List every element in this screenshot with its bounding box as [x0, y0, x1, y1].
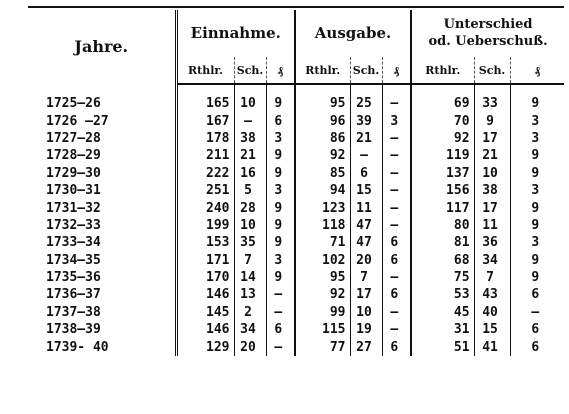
cell-expense-pf: 3 — [382, 112, 411, 129]
cell-years: 1738—39 — [28, 321, 176, 338]
cell-years: 1731—32 — [28, 199, 176, 216]
cell-income-sch: 20 — [234, 338, 266, 355]
cell-difference-rthlr: 156 — [411, 182, 474, 199]
cell-years: 1726 —27 — [28, 112, 176, 129]
cell-expense-sch: 6 — [350, 165, 382, 182]
cell-expense-sch: 10 — [350, 304, 382, 321]
cell-expense-pf: — — [382, 147, 411, 164]
cell-income-rthlr: 129 — [176, 338, 234, 355]
cell-years: 1728—29 — [28, 147, 176, 164]
cell-income-sch: 7 — [234, 252, 266, 269]
cell-difference-rthlr: 117 — [411, 199, 474, 216]
cell-expense-sch: 25 — [350, 95, 382, 112]
cell-income-rthlr: 170 — [176, 269, 234, 286]
cell-expense-rthlr: 95 — [295, 95, 350, 112]
header-difference-line2: od. Ueberschuß. — [428, 33, 548, 49]
cell-income-sch: 10 — [234, 95, 266, 112]
cell-difference-pf: 3 — [531, 130, 540, 146]
cell-expense-sch: 39 — [350, 112, 382, 129]
cell-income-sch: 21 — [234, 147, 266, 164]
cell-income-pf: 9 — [266, 147, 295, 164]
unit-expense-rthlr: Rthlr. — [295, 57, 350, 84]
table-row — [28, 112, 564, 129]
cell-expense-rthlr: 94 — [295, 182, 350, 199]
cell-expense-rthlr: 115 — [295, 321, 350, 338]
spacer-row — [28, 84, 564, 95]
cell-years: 1736—37 — [28, 286, 176, 303]
cell-expense-rthlr: 123 — [295, 199, 350, 216]
cell-income-pf: 9 — [266, 95, 295, 112]
table-row — [28, 338, 564, 355]
cell-expense-sch: 47 — [350, 217, 382, 234]
unit-expense-sch: Sch. — [350, 57, 382, 84]
cell-income-rthlr: 178 — [176, 130, 234, 147]
cell-income-sch: 38 — [234, 130, 266, 147]
cell-years: 1739- 40 — [28, 338, 176, 355]
unit-diff-pf: ₰ — [510, 57, 564, 84]
cell-difference-pf: 3 — [531, 183, 540, 199]
cell-income-pf: 9 — [266, 234, 295, 251]
cell-difference-sch: 41 — [474, 338, 510, 355]
cell-expense-pf: — — [382, 269, 411, 286]
cell-income-pf: — — [266, 304, 295, 321]
cell-income-rthlr: 153 — [176, 234, 234, 251]
cell-income-rthlr: 222 — [176, 165, 234, 182]
cell-difference-pf: 3 — [531, 235, 540, 251]
ledger-table — [28, 10, 564, 356]
cell-expense-pf: — — [382, 199, 411, 216]
cell-income-pf: 6 — [266, 321, 295, 338]
top-rule — [28, 6, 564, 8]
cell-expense-sch: — — [350, 147, 382, 164]
cell-income-sch: 34 — [234, 321, 266, 338]
cell-expense-sch: 19 — [350, 321, 382, 338]
cell-difference-sch: 33 — [474, 95, 510, 112]
cell-expense-rthlr: 77 — [295, 338, 350, 355]
header-years: Jahre. — [28, 10, 176, 84]
table-row — [28, 165, 564, 182]
cell-expense-sch: 21 — [350, 130, 382, 147]
cell-income-sch: 2 — [234, 304, 266, 321]
cell-income-sch: 28 — [234, 199, 266, 216]
cell-expense-rthlr: 118 — [295, 217, 350, 234]
cell-difference-pf: 6 — [531, 339, 540, 355]
cell-income-sch: 35 — [234, 234, 266, 251]
table-row — [28, 130, 564, 147]
cell-difference-sch: 7 — [474, 269, 510, 286]
cell-expense-sch: 27 — [350, 338, 382, 355]
cell-income-sch: 13 — [234, 286, 266, 303]
cell-income-pf: 3 — [266, 130, 295, 147]
cell-income-pf: 9 — [266, 269, 295, 286]
cell-difference-rthlr: 80 — [411, 217, 474, 234]
cell-expense-rthlr: 92 — [295, 147, 350, 164]
unit-diff-rthlr: Rthlr. — [411, 57, 474, 84]
table-row — [28, 304, 564, 321]
cell-difference-pf: 6 — [531, 322, 540, 338]
cell-difference-rthlr: 70 — [411, 112, 474, 129]
cell-expense-rthlr: 85 — [295, 165, 350, 182]
cell-difference-pf: 3 — [531, 113, 540, 129]
cell-difference-rthlr: 81 — [411, 234, 474, 251]
cell-difference-sch: 36 — [474, 234, 510, 251]
cell-expense-pf: — — [382, 182, 411, 199]
cell-income-pf: 9 — [266, 199, 295, 216]
cell-income-pf: 3 — [266, 252, 295, 269]
cell-years: 1737—38 — [28, 304, 176, 321]
cell-income-rthlr: 211 — [176, 147, 234, 164]
cell-years: 1735—36 — [28, 269, 176, 286]
cell-difference-sch: 21 — [474, 147, 510, 164]
ledger-body — [28, 84, 564, 356]
cell-years: 1725—26 — [28, 95, 176, 112]
cell-income-sch: 10 — [234, 217, 266, 234]
unit-income-rthlr: Rthlr. — [176, 57, 234, 84]
cell-income-rthlr: 199 — [176, 217, 234, 234]
cell-expense-sch: 15 — [350, 182, 382, 199]
cell-expense-rthlr: 99 — [295, 304, 350, 321]
cell-difference-rthlr: 92 — [411, 130, 474, 147]
cell-income-pf: — — [266, 286, 295, 303]
cell-income-sch: 16 — [234, 165, 266, 182]
cell-difference-rthlr: 137 — [411, 165, 474, 182]
cell-income-rthlr: 146 — [176, 321, 234, 338]
table-row — [28, 321, 564, 338]
cell-difference-rthlr: 119 — [411, 147, 474, 164]
table-row — [28, 234, 564, 251]
table-row — [28, 147, 564, 164]
cell-years: 1733—34 — [28, 234, 176, 251]
cell-difference-sch: 11 — [474, 217, 510, 234]
cell-expense-pf: — — [382, 130, 411, 147]
cell-income-pf: 3 — [266, 182, 295, 199]
cell-income-pf: 9 — [266, 165, 295, 182]
cell-difference-pf: 9 — [531, 148, 540, 164]
cell-expense-pf: — — [382, 304, 411, 321]
cell-expense-sch: 11 — [350, 199, 382, 216]
cell-income-pf: 6 — [266, 112, 295, 129]
table-row — [28, 217, 564, 234]
cell-difference-pf: 6 — [531, 287, 540, 303]
cell-income-rthlr: 165 — [176, 95, 234, 112]
cell-income-sch: 5 — [234, 182, 266, 199]
cell-expense-pf: 6 — [382, 286, 411, 303]
header-income: Einnahme. — [176, 10, 295, 57]
cell-difference-sch: 17 — [474, 130, 510, 147]
cell-income-rthlr: 171 — [176, 252, 234, 269]
cell-expense-pf: — — [382, 165, 411, 182]
cell-years: 1727—28 — [28, 130, 176, 147]
cell-difference-rthlr: 31 — [411, 321, 474, 338]
cell-income-rthlr: 251 — [176, 182, 234, 199]
cell-expense-rthlr: 71 — [295, 234, 350, 251]
cell-expense-pf: — — [382, 217, 411, 234]
cell-expense-pf: 6 — [382, 234, 411, 251]
cell-expense-pf: — — [382, 321, 411, 338]
cell-years: 1734—35 — [28, 252, 176, 269]
cell-difference-pf: 9 — [531, 252, 540, 268]
cell-expense-rthlr: 102 — [295, 252, 350, 269]
cell-income-rthlr: 145 — [176, 304, 234, 321]
cell-expense-sch: 20 — [350, 252, 382, 269]
cell-difference-pf: 9 — [531, 165, 540, 181]
cell-difference-rthlr: 53 — [411, 286, 474, 303]
cell-expense-sch: 17 — [350, 286, 382, 303]
cell-difference-pf: 9 — [531, 200, 540, 216]
cell-years: 1730—31 — [28, 182, 176, 199]
cell-difference-rthlr: 75 — [411, 269, 474, 286]
cell-difference-pf: 9 — [531, 270, 540, 286]
cell-difference-rthlr: 69 — [411, 95, 474, 112]
header-difference-line1: Unterschied — [443, 17, 533, 33]
table-row — [28, 182, 564, 199]
cell-income-sch: 14 — [234, 269, 266, 286]
cell-difference-sch: 15 — [474, 321, 510, 338]
unit-diff-sch: Sch. — [474, 57, 510, 84]
cell-difference-pf: 9 — [531, 217, 540, 233]
table-row — [28, 269, 564, 286]
cell-difference-pf: — — [531, 304, 540, 320]
cell-expense-rthlr: 96 — [295, 112, 350, 129]
cell-expense-pf: 6 — [382, 252, 411, 269]
cell-income-sch: — — [234, 112, 266, 129]
cell-expense-sch: 7 — [350, 269, 382, 286]
cell-difference-sch: 17 — [474, 199, 510, 216]
cell-years: 1732—33 — [28, 217, 176, 234]
cell-difference-sch: 34 — [474, 252, 510, 269]
cell-income-pf: — — [266, 338, 295, 355]
table-row — [28, 286, 564, 303]
cell-difference-sch: 43 — [474, 286, 510, 303]
header-difference — [411, 10, 564, 57]
table-row — [28, 95, 564, 112]
header-expense: Ausgabe. — [295, 10, 411, 57]
cell-income-rthlr: 240 — [176, 199, 234, 216]
cell-difference-rthlr: 68 — [411, 252, 474, 269]
cell-expense-rthlr: 95 — [295, 269, 350, 286]
table-row — [28, 199, 564, 216]
cell-expense-rthlr: 92 — [295, 286, 350, 303]
cell-years: 1729—30 — [28, 165, 176, 182]
table-row — [28, 252, 564, 269]
cell-difference-sch: 38 — [474, 182, 510, 199]
cell-expense-pf: — — [382, 95, 411, 112]
unit-expense-pf: ₰ — [382, 57, 411, 84]
cell-expense-rthlr: 86 — [295, 130, 350, 147]
cell-income-rthlr: 167 — [176, 112, 234, 129]
cell-difference-sch: 10 — [474, 165, 510, 182]
cell-income-rthlr: 146 — [176, 286, 234, 303]
cell-difference-pf: 9 — [531, 96, 540, 112]
cell-difference-rthlr: 45 — [411, 304, 474, 321]
cell-difference-sch: 40 — [474, 304, 510, 321]
cell-expense-pf: 6 — [382, 338, 411, 355]
header-group-row — [28, 10, 564, 57]
unit-income-sch: Sch. — [234, 57, 266, 84]
unit-income-pf: ₰ — [266, 57, 295, 84]
cell-expense-sch: 47 — [350, 234, 382, 251]
cell-difference-sch: 9 — [474, 112, 510, 129]
cell-income-pf: 9 — [266, 217, 295, 234]
cell-difference-rthlr: 51 — [411, 338, 474, 355]
